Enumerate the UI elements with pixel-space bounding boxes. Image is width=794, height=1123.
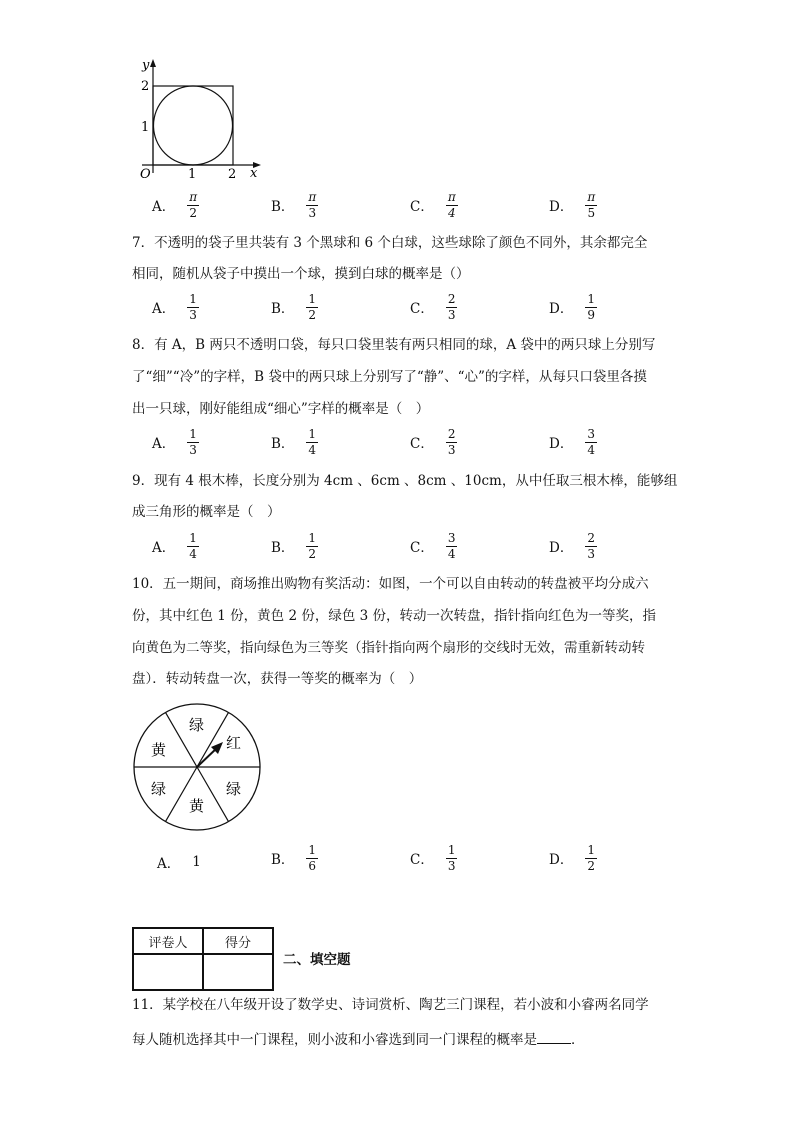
q11-text-line-2-body: 每人随机选择其中一门课程，则小波和小睿选到同一门课程的概率是 [132,1032,537,1048]
sector-label: 红 [226,734,242,752]
option-letter: A． [152,199,176,216]
sector-label: 黄 [151,741,167,759]
fraction: $\frac{1}{3}$ [189,292,197,322]
q8-text-line-2: 了“细”“冷”的字样，B 袋中的两只球上分别写了“静”、“心”的字样，从每只口袋里各摸 [132,369,647,385]
q10-text-line-1: 10．五一期间，商场推出购物有奖活动：如图，一个可以自由转动的转盘被平均分成六 [132,576,649,592]
option-letter: D． [549,301,574,318]
q6-figure [128,55,268,185]
q10-option-a[interactable] [157,852,201,872]
option-letter: D． [549,436,574,453]
option-letter: A． [152,301,176,318]
q9-option-c[interactable] [410,532,457,560]
q9-text-line-1: 9．现有 4 根木棒，长度分别为 4cm 、6cm 、8cm 、10cm，从中任取三根木棒，能够组 [132,473,678,489]
grader-header: 评卷人 [133,928,203,954]
fraction: $\frac{3}{4}$ [447,531,456,561]
answer-blank[interactable] [537,1031,571,1044]
q8-option-d[interactable] [549,428,597,456]
option-letter: B． [271,852,295,869]
option-letter: C． [410,852,434,869]
q8-text-line-3: 出一只球，刚好能组成“细心”字样的概率是（ ） [132,401,430,417]
q7-option-b[interactable] [271,293,318,321]
fraction: $\frac{1}{2}$ [308,292,317,322]
fraction: $\frac{1}{6}$ [308,843,317,873]
q7-option-d[interactable] [549,293,597,321]
option-letter: D． [549,540,574,557]
score-header: 得分 [203,928,273,954]
q10-option-b[interactable] [271,844,318,872]
q11-text-line-2 [132,1031,585,1048]
q8-option-b[interactable] [271,428,318,456]
section-title: 二、填空题 [283,952,351,968]
q6-circle [154,86,233,165]
sector-label: 绿 [226,780,242,798]
fraction: $\frac{1}{4}$ [308,427,317,457]
fraction: $\frac{1}{2}$ [587,843,595,873]
score-cell[interactable] [203,954,273,990]
sector-label: 绿 [189,716,205,734]
q6-option-a[interactable] [152,191,199,219]
q11-text-line-1: 11．某学校在八年级开设了数学史、诗词赏析、陶艺三门课程，若小波和小睿两名同学 [132,997,649,1013]
q6-option-b[interactable] [271,191,318,219]
q7-option-a[interactable] [152,293,199,321]
fraction: $\frac{1}{9}$ [587,292,595,322]
q8-option-a[interactable] [152,428,199,456]
option-letter: D． [549,199,574,216]
q6-y-tick-2: 2 [141,79,150,94]
q6-y-axis-label: y [142,58,150,73]
q10-option-d[interactable] [549,844,597,872]
q11-line-end: ． [571,1032,585,1048]
option-letter: B． [271,199,295,216]
fraction: $\frac{1}{2}$ [308,531,317,561]
fraction: $\frac{2}{3}$ [447,292,456,322]
option-letter: B． [271,436,295,453]
q10-option-c[interactable] [410,844,457,872]
fraction: $\frac{1}{3}$ [447,843,456,873]
fraction: $\frac{\pi}{3}$ [308,190,317,220]
q6-x-tick-2: 2 [228,167,237,182]
option-letter: A． [157,856,181,872]
fraction: $\frac{1}{4}$ [189,531,197,561]
q9-option-b[interactable] [271,532,318,560]
q10-text-line-2: 份，其中红色 1 份，黄色 2 份，绿色 3 份，转动一次转盘，指针指向红色为一等奖，指 [132,608,657,624]
q6-option-d[interactable] [549,191,597,219]
fraction: $\frac{\pi}{2}$ [189,190,198,220]
option-letter: C． [410,301,434,318]
option-letter: B． [271,540,295,557]
fraction: $\frac{2}{3}$ [587,531,595,561]
option-letter: B． [271,301,295,318]
q7-option-c[interactable] [410,293,457,321]
sector-label: 黄 [189,797,205,815]
q6-y-tick-1: 1 [141,120,150,135]
option-letter: C． [410,436,434,453]
q8-option-c[interactable] [410,428,457,456]
option-value: 1 [192,854,201,870]
option-letter: D． [549,852,574,869]
q9-text-line-2: 成三角形的概率是（ ） [132,504,281,520]
fraction: $\frac{\pi}{4}$ [447,190,456,220]
option-letter: C． [410,199,434,216]
q6-x-tick-1: 1 [188,167,197,182]
q9-option-d[interactable] [549,532,597,560]
grader-cell[interactable] [133,954,203,990]
option-letter: A． [152,540,176,557]
q8-text-line-1: 8．有 A，B 两只不透明口袋，每只口袋里装有两只相同的球，A 袋中的两只球上分别写 [132,337,656,353]
q10-text-line-3: 向黄色为二等奖，指向绿色为三等奖（指针指向两个扇形的交线时无效，需重新转动转 [132,640,645,656]
option-letter: A． [152,436,176,453]
fraction: $\frac{3}{4}$ [587,427,595,457]
q10-text-line-4: 盘）．转动转盘一次，获得一等奖的概率为（ ） [132,671,423,687]
q6-option-c[interactable] [410,191,458,219]
fraction: $\frac{\pi}{5}$ [587,190,596,220]
fraction: $\frac{1}{3}$ [189,427,197,457]
sector-label: 绿 [151,780,167,798]
grading-table [132,927,274,991]
fraction: $\frac{2}{3}$ [447,427,456,457]
q6-origin-label: O [140,167,151,182]
option-letter: C． [410,540,434,557]
q7-text-line-1: 7．不透明的袋子里共装有 3 个黑球和 6 个白球，这些球除了颜色不同外，其余都完全 [132,235,648,251]
q9-option-a[interactable] [152,532,199,560]
q6-x-axis-label: x [250,166,258,181]
q7-text-line-2: 相同，随机从袋子中摸出一个球，摸到白球的概率是（） [132,266,470,282]
q10-spinner-wheel [130,700,266,836]
